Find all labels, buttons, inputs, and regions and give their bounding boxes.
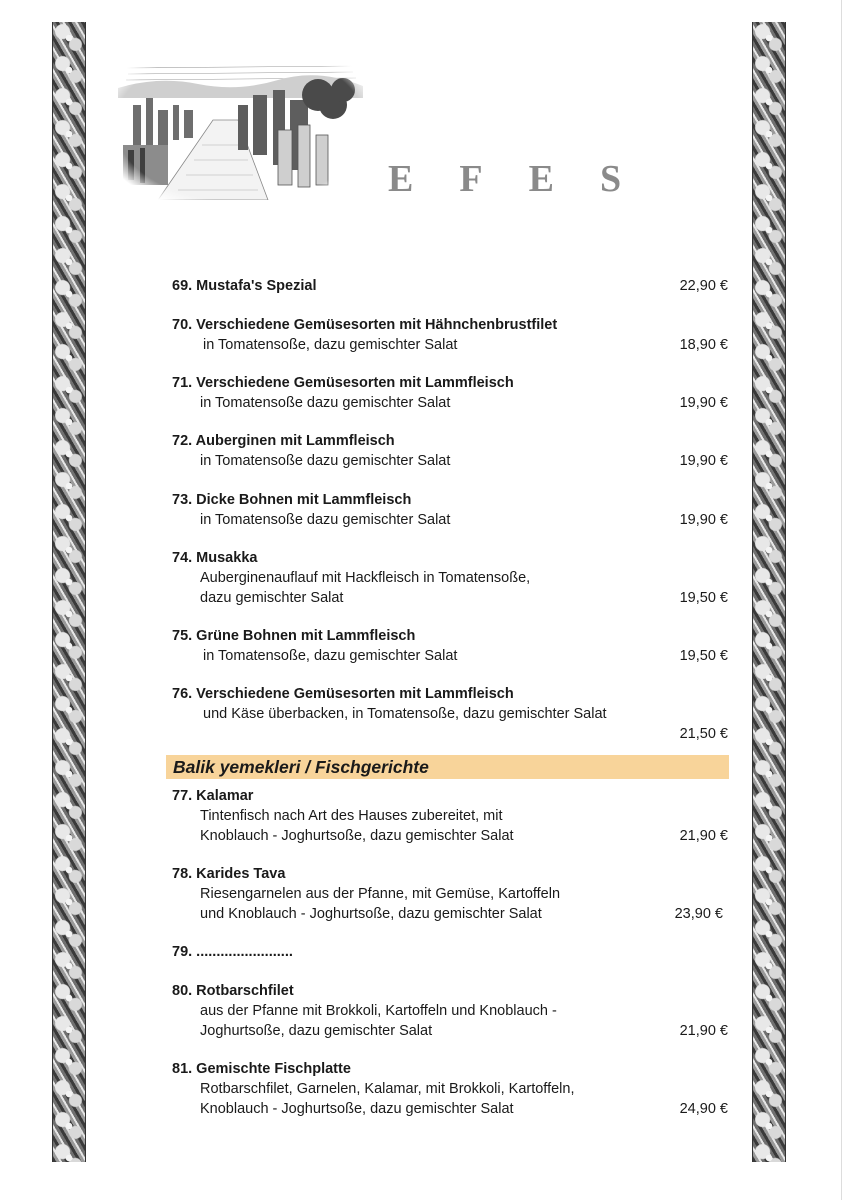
dish-price: 19,90 €	[679, 453, 728, 469]
dish-description: Rotbarschfilet, Garnelen, Kalamar, mit Brokkoli, Kartoffeln,	[200, 1081, 575, 1097]
dish-description: in Tomatensoße, dazu gemischter Salat	[203, 337, 458, 353]
section-title: Balik yemekleri / Fischgerichte	[173, 757, 429, 777]
menu-item-72	[172, 431, 728, 471]
dish-description: dazu gemischter Salat	[200, 590, 344, 606]
dish-description: Knoblauch - Joghurtsoße, dazu gemischter Salat	[200, 1101, 514, 1117]
dish-title: 76. Verschiedene Gemüsesorten mit Lammfleisch	[172, 686, 514, 702]
dish-description: in Tomatensoße dazu gemischter Salat	[200, 395, 451, 411]
title-letter: S	[599, 158, 622, 200]
menu-item-69	[172, 276, 728, 296]
dish-description: in Tomatensoße dazu gemischter Salat	[200, 512, 451, 528]
dish-price: 22,90 €	[679, 278, 728, 294]
title-letter: F	[459, 158, 483, 200]
dish-description: Knoblauch - Joghurtsoße, dazu gemischter Salat	[200, 828, 514, 844]
dish-description: Joghurtsoße, dazu gemischter Salat	[200, 1023, 433, 1039]
menu-item-70	[172, 315, 728, 355]
menu-item-73	[172, 490, 728, 530]
dish-description: in Tomatensoße, dazu gemischter Salat	[203, 648, 458, 664]
dish-title: 79. ........................	[172, 944, 293, 960]
dish-description: Auberginenauflauf mit Hackfleisch in Tomatensoße,	[200, 570, 531, 586]
dish-price: 24,90 €	[679, 1101, 728, 1117]
menu-item-75	[172, 626, 728, 666]
ruins-illustration	[118, 50, 363, 200]
dish-description: aus der Pfanne mit Brokkoli, Kartoffeln und Knoblauch -	[200, 1003, 557, 1019]
dish-title: 81. Gemischte Fischplatte	[172, 1061, 351, 1077]
title-letter: E	[388, 158, 414, 200]
dish-title: 77. Kalamar	[172, 788, 254, 804]
dish-description: und Knoblauch - Joghurtsoße, dazu gemischter Salat	[200, 906, 542, 922]
dish-title: 74. Musakka	[172, 550, 258, 566]
dish-title: 78. Karides Tava	[172, 866, 286, 882]
dish-price: 21,50 €	[679, 726, 728, 742]
dish-title: 72. Auberginen mit Lammfleisch	[172, 433, 395, 449]
dish-price: 19,90 €	[679, 512, 728, 528]
menu-item-71	[172, 373, 728, 413]
restaurant-name-title	[388, 157, 621, 201]
dish-title: 80. Rotbarschfilet	[172, 983, 294, 999]
dish-price: 23,90 €	[674, 906, 723, 922]
menu-item-74	[172, 548, 728, 608]
dish-price: 21,90 €	[679, 828, 728, 844]
dish-description: Tintenfisch nach Art des Hauses zubereitet, mit	[200, 808, 503, 824]
dish-price: 18,90 €	[679, 337, 728, 353]
dish-title: 71. Verschiedene Gemüsesorten mit Lammfleisch	[172, 375, 514, 391]
dish-description: und Käse überbacken, in Tomatensoße, dazu gemischter Salat	[203, 706, 607, 722]
dish-price: 19,50 €	[679, 590, 728, 606]
menu-item-80	[172, 981, 728, 1041]
dish-title: 69. Mustafa's Spezial	[172, 278, 317, 294]
dish-description: Riesengarnelen aus der Pfanne, mit Gemüse, Kartoffeln	[200, 886, 561, 902]
dish-price: 21,90 €	[679, 1023, 728, 1039]
right-ornamental-border	[752, 22, 786, 1162]
dish-description: in Tomatensoße dazu gemischter Salat	[200, 453, 451, 469]
menu-item-76	[172, 684, 728, 742]
menu-item-78	[172, 864, 728, 924]
title-letter: E	[528, 158, 554, 200]
page-edge	[841, 0, 842, 1200]
fish-section-header	[166, 755, 729, 779]
menu-item-81	[172, 1059, 728, 1119]
dish-price: 19,50 €	[679, 648, 728, 664]
menu-item-77	[172, 786, 728, 846]
left-ornamental-border	[52, 22, 86, 1162]
dish-title: 75. Grüne Bohnen mit Lammfleisch	[172, 628, 416, 644]
dish-title: 73. Dicke Bohnen mit Lammfleisch	[172, 492, 412, 508]
dish-price: 19,90 €	[679, 395, 728, 411]
dish-title: 70. Verschiedene Gemüsesorten mit Hähnchenbrustfilet	[172, 317, 558, 333]
menu-item-79	[172, 942, 728, 962]
